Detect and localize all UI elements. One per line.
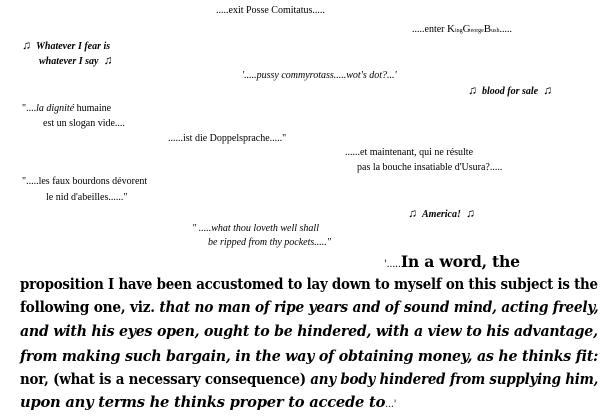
- blood-for-sale-line: [468, 84, 552, 98]
- ripped-from-pockets-line: be ripped from thy pockets.....": [208, 237, 331, 248]
- pussy-commyrotass-line: '.....pussy commyrotass.....wot's dot?...': [242, 70, 397, 81]
- faux-bourdons-line: ".....les faux bourdons dévorent: [22, 176, 148, 187]
- quote-row-6b: any body hindered from supplying him,: [310, 370, 599, 388]
- bush-initial: B: [483, 23, 492, 35]
- whatever-i-fear-line: [22, 39, 110, 53]
- music-note-icon: ♫: [103, 53, 113, 67]
- dignite-humaine-line: [22, 103, 111, 115]
- doppelsprache-line: ......ist die Doppelsprache.....": [168, 133, 287, 144]
- quote-row-4: and with his eyes open, ought to be hindered, with a view to his advantage,: [20, 322, 598, 340]
- music-note-icon: ♫: [543, 83, 553, 97]
- whatever-i-fear-text: Whatever I fear is: [36, 41, 111, 52]
- nid-abeilles-line: le nid d'abeilles......": [46, 192, 128, 203]
- quote-row-7-text: upon any terms he thinks proper to accede to: [20, 393, 386, 411]
- quote-row-2: proposition I have been accustomed to lay down to myself on this subject is the: [20, 275, 598, 293]
- enter-suffix: .....: [499, 24, 512, 35]
- quote-row-5: from making such bargain, in the way of obtaining money, as he thinks fit:: [20, 347, 599, 365]
- george-initial: G: [462, 23, 471, 35]
- dignite-suffix: humaine: [74, 103, 112, 114]
- whatever-i-say-line: [39, 54, 112, 68]
- quote-row-6: [20, 368, 598, 390]
- bush-rest: ush: [491, 28, 500, 34]
- america-line: [408, 207, 475, 221]
- quote-row-7: [20, 391, 396, 416]
- bouche-insatiable-line: pas la bouche insatiable d'Usura?.....: [357, 162, 503, 173]
- quote-open-mark: '.....: [384, 259, 401, 270]
- quote-row-1-text: In a word, the: [400, 252, 520, 271]
- george-rest: eorge: [470, 28, 484, 34]
- exit-posse-comitatus-line: .....exit Posse Comitatus.....: [216, 5, 325, 16]
- music-note-icon: ♫: [465, 206, 475, 220]
- america-text: America!: [422, 209, 461, 220]
- slogan-vide-line: est un slogan vide....: [43, 118, 125, 129]
- blood-for-sale-text: blood for sale: [482, 86, 539, 97]
- music-note-icon: ♫: [468, 83, 477, 97]
- et-maintenant-line: ......et maintenant, qui ne résulte: [345, 147, 474, 158]
- dignite-prefix: "....: [22, 103, 37, 114]
- music-note-icon: ♫: [408, 206, 417, 220]
- king-rest: ing: [454, 28, 463, 34]
- king-initial: K: [447, 23, 455, 35]
- enter-prefix: .....enter: [412, 24, 447, 35]
- what-thou-loveth-line: " .....what thou loveth well shall: [192, 223, 319, 234]
- quote-row-3: [20, 296, 598, 318]
- quote-row-3a: following one, viz.: [20, 298, 160, 316]
- quote-close-mark: ...': [385, 399, 397, 410]
- music-note-icon: ♫: [22, 38, 31, 52]
- whatever-i-say-text: whatever I say: [39, 56, 99, 67]
- quote-row-3b: that no man of ripe years and of sound mind, acting freely,: [159, 298, 599, 316]
- dignite-italic: la dignité: [36, 103, 75, 114]
- quote-row-6a: nor, (what is a necessary consequence): [20, 370, 311, 388]
- enter-king-george-bush-line: [412, 23, 512, 37]
